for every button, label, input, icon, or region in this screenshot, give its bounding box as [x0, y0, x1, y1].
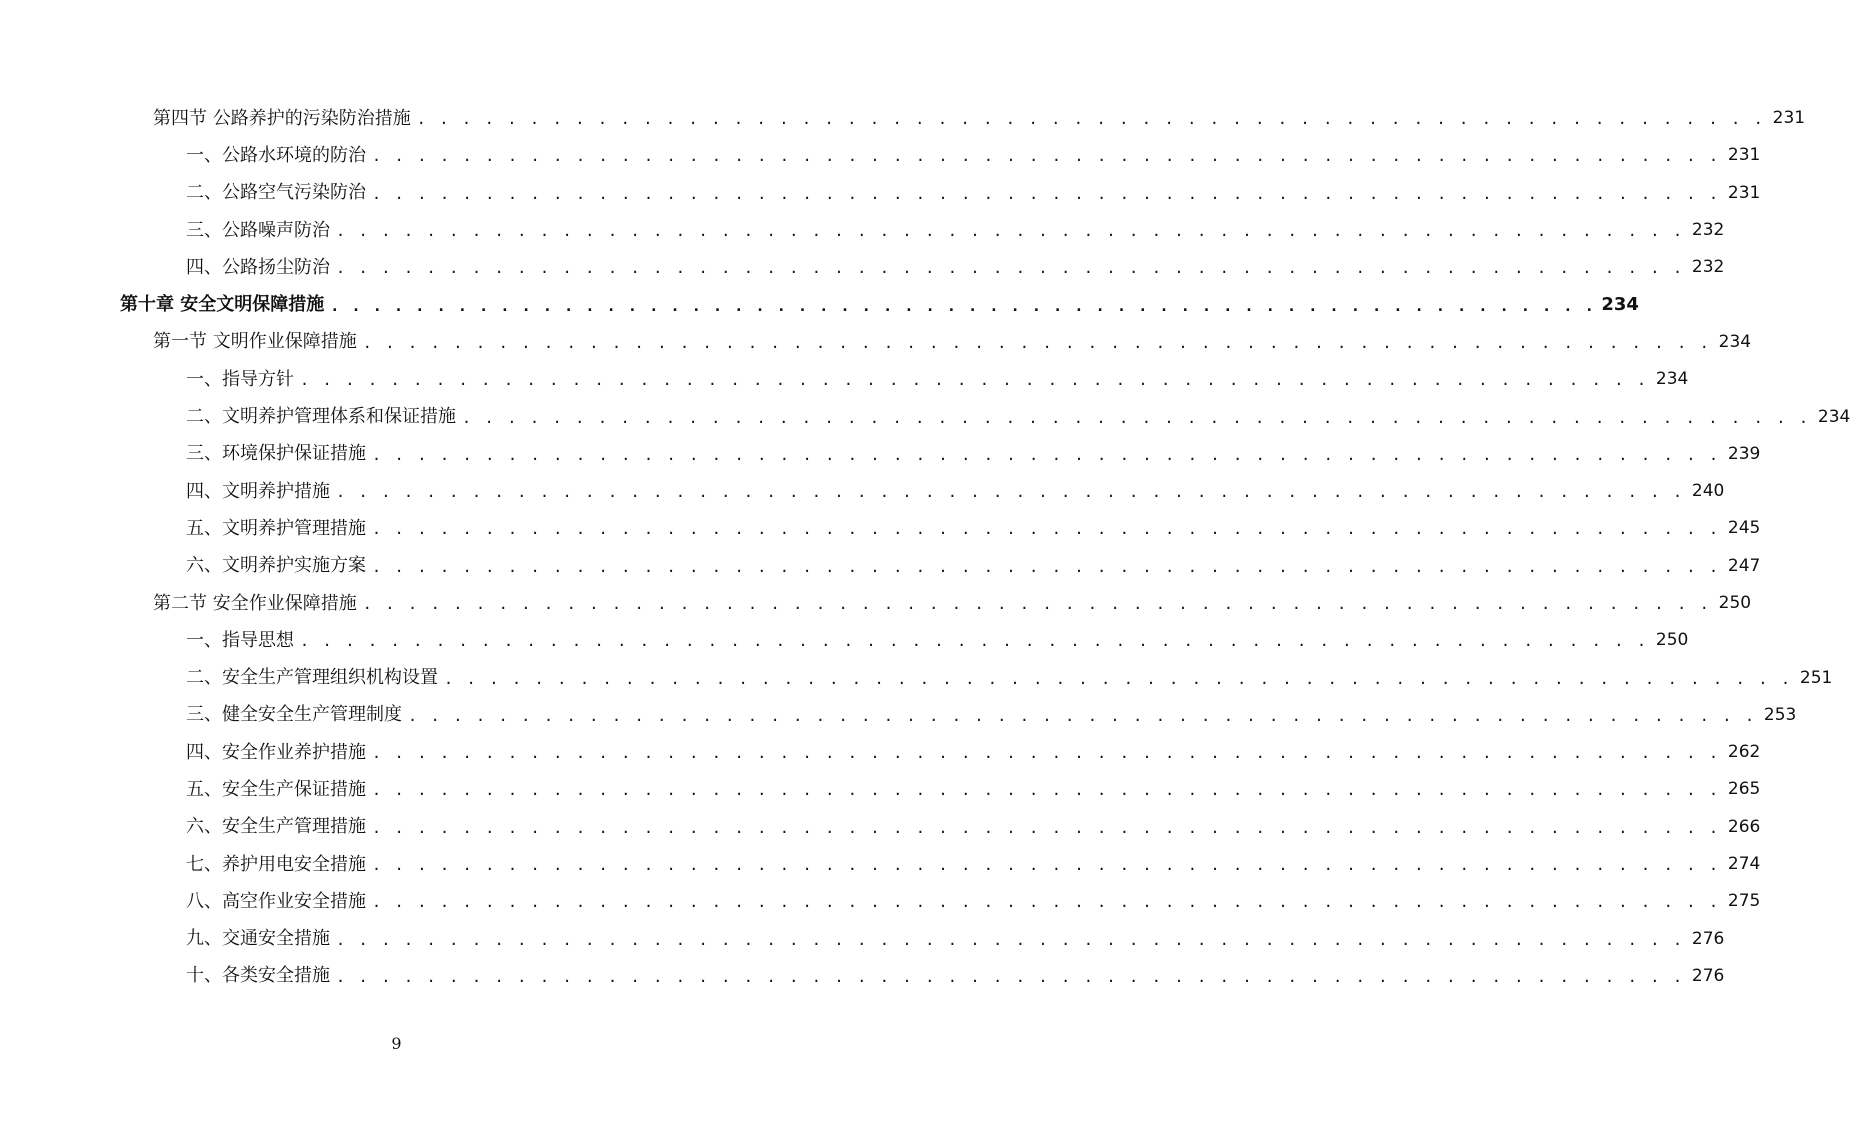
toc-entry-title: 六、安全生产管理措施	[186, 816, 366, 838]
toc-entry-title: 四、文明养护措施	[186, 480, 330, 502]
toc-dot-leader: . . . . . . . . . . . . . . . . . . . . . . . . . . . . . . . . . . . . . . . . . . . . . . . . . . . . . . . . . . . .	[336, 483, 1685, 502]
toc-entry-title: 三、环境保护保证措施	[186, 443, 366, 465]
toc-entry-title: 五、安全生产保证措施	[186, 778, 366, 800]
toc-dot-leader: . . . . . . . . . . . . . . . . . . . . . . . . . . . . . . . . . . . . . . . . . . . . . . . . . . . . . . . . . . . .	[372, 781, 1721, 800]
toc-entry-chapter[interactable]	[0, 286, 1639, 323]
toc-dot-leader: . . . . . . . . . . . . . . . . . . . . . . . . . . . . . . . . . . . . . . . . . . . . . . . . . . . . . . . . . . . .	[362, 595, 1712, 613]
toc-dot-leader: . . . . . . . . . . . . . . . . . . . . . . . . . . . . . . . . . . . . . . . . . . . . . . . . . . . . . . . . . . . .	[416, 110, 1766, 129]
toc-dot-leader: . . . . . . . . . . . . . . . . . . . . . . . . . . . . . . . . . . . . . . . . . . . . . . . . . . . . . . . . . . . .	[372, 445, 1721, 464]
toc-entry-item[interactable]	[0, 734, 1761, 771]
toc-entry-item[interactable]	[0, 883, 1761, 920]
toc-entry-item[interactable]	[0, 921, 1725, 958]
toc-dot-leader: . . . . . . . . . . . . . . . . . . . . . . . . . . . . . . . . . . . . . . . . . . . . . . . . . . . . . . . . . . . .	[372, 184, 1721, 203]
table-of-contents	[0, 100, 1850, 995]
toc-dot-leader: . . . . . . . . . . . . . . . . . . . . . . . . . . . . . . . . . . . . . . . . . . . . . . . . . . . . . . . . . . . .	[372, 818, 1721, 837]
toc-dot-leader: . . . . . . . . . . . . . . . . . . . . . . . . . . . . . . . . . . . . . . . . . . . . . . . . . . . . . . . . . . . .	[372, 856, 1721, 875]
toc-entry-page: 234	[1817, 406, 1850, 427]
toc-entry-page: 274	[1727, 854, 1761, 875]
toc-entry-page: 234	[1655, 369, 1689, 390]
toc-entry-section[interactable]	[0, 100, 1806, 137]
toc-entry-title: 三、健全安全生产管理制度	[186, 704, 402, 726]
toc-entry-page: 276	[1691, 928, 1725, 949]
toc-entry-title: 十、各类安全措施	[186, 965, 330, 987]
toc-entry-page: 276	[1691, 965, 1725, 986]
toc-entry-item[interactable]	[0, 958, 1725, 995]
toc-entry-section[interactable]	[0, 585, 1752, 622]
toc-entry-title: 四、公路扬尘防治	[186, 256, 330, 278]
toc-entry-item[interactable]	[0, 510, 1761, 547]
toc-entry-title: 第二节 安全作业保障措施	[153, 592, 357, 614]
toc-entry-title: 第一节 文明作业保障措施	[153, 331, 357, 353]
toc-dot-leader: . . . . . . . . . . . . . . . . . . . . . . . . . . . . . . . . . . . . . . . . . . . . . . . . . . . . . . . . . . . .	[336, 930, 1685, 949]
toc-dot-leader: . . . . . . . . . . . . . . . . . . . . . . . . . . . . . . . . . . . . . . . . . . . . . . . . . . . . . . . . . . . .	[372, 147, 1721, 166]
toc-dot-leader: . . . . . . . . . . . . . . . . . . . . . . . . . . . . . . . . . . . . . . . . . . . . . . . . . . . . . . . . . . . .	[336, 222, 1685, 241]
toc-entry-item[interactable]	[0, 809, 1761, 846]
toc-entry-title: 四、安全作业养护措施	[186, 741, 366, 763]
toc-dot-leader: . . . . . . . . . . . . . . . . . . . . . . . . . . . . . . . . . . . . . . . . . . . . . . . . . . . . . . . . . . . .	[462, 408, 1811, 427]
toc-entry-page: 232	[1691, 257, 1725, 278]
toc-entry-title: 三、公路噪声防治	[186, 219, 330, 241]
toc-entry-page: 253	[1763, 704, 1797, 725]
toc-entry-title: 九、交通安全措施	[186, 928, 330, 950]
toc-dot-leader: . . . . . . . . . . . . . . . . . . . . . . . . . . . . . . . . . . . . . . . . . . . . . . . . . . . . . . . . . . . .	[362, 333, 1712, 352]
page-number: 9	[391, 1034, 402, 1053]
toc-dot-leader: . . . . . . . . . . . . . . . . . . . . . . . . . . . . . . . . . . . . . . . . . . . . . . . . . . . . . . . . . . . .	[372, 520, 1721, 539]
toc-dot-leader: . . . . . . . . . . . . . . . . . . . . . . . . . . . . . . . . . . . . . . . . . . . . . . . . . . . . . . . . . . . .	[336, 259, 1685, 278]
toc-entry-item[interactable]	[0, 548, 1761, 585]
toc-entry-page: 266	[1727, 816, 1761, 837]
toc-entry-title: 一、指导思想	[186, 629, 294, 651]
toc-dot-leader: . . . . . . . . . . . . . . . . . . . . . . . . . . . . . . . . . . . . . . . . . . . . . . . . . . . . . . . . . . . .	[372, 557, 1721, 576]
toc-entry-section[interactable]	[0, 324, 1752, 361]
toc-dot-leader: . . . . . . . . . . . . . . . . . . . . . . . . . . . . . . . . . . . . . . . . . . . . . . . . . . . . . . . . . . . .	[372, 744, 1721, 763]
toc-dot-leader: . . . . . . . . . . . . . . . . . . . . . . . . . . . . . . . . . . . . . . . . . . . . . . . . . . . . . . . . . . . .	[300, 371, 1649, 390]
toc-entry-page: 262	[1727, 742, 1761, 763]
toc-entry-item[interactable]	[0, 846, 1761, 883]
toc-entry-page: 231	[1727, 182, 1761, 203]
toc-entry-page: 247	[1727, 555, 1761, 576]
toc-entry-title: 一、指导方针	[186, 368, 294, 390]
toc-entry-page: 265	[1727, 779, 1761, 800]
toc-entry-item[interactable]	[0, 175, 1761, 212]
toc-dot-leader: . . . . . . . . . . . . . . . . . . . . . . . . . . . . . . . . . . . . . . . . . . . . . . . . . . . . . . . . . . . .	[300, 632, 1649, 651]
toc-entry-title: 二、安全生产管理组织机构设置	[186, 667, 438, 689]
toc-entry-page: 250	[1655, 630, 1689, 651]
toc-entry-page: 275	[1727, 891, 1761, 912]
toc-entry-title: 第十章 安全文明保障措施	[120, 294, 325, 316]
toc-entry-item[interactable]	[0, 398, 1850, 435]
toc-entry-title: 八、高空作业安全措施	[186, 890, 366, 912]
toc-entry-item[interactable]	[0, 361, 1689, 398]
toc-entry-page: 251	[1799, 667, 1833, 688]
toc-entry-page: 231	[1727, 145, 1761, 166]
toc-entry-item[interactable]	[0, 697, 1797, 734]
toc-entry-title: 二、公路空气污染防治	[186, 182, 366, 204]
toc-entry-item[interactable]	[0, 659, 1833, 696]
toc-entry-page: 234	[1718, 331, 1752, 352]
toc-entry-title: 第四节 公路养护的污染防治措施	[153, 107, 411, 129]
toc-entry-page: 245	[1727, 518, 1761, 539]
toc-entry-page: 250	[1718, 593, 1752, 613]
toc-dot-leader: . . . . . . . . . . . . . . . . . . . . . . . . . . . . . . . . . . . . . . . . . . . . . . . . . . . . . . . . . . . .	[330, 296, 1596, 315]
toc-dot-leader: . . . . . . . . . . . . . . . . . . . . . . . . . . . . . . . . . . . . . . . . . . . . . . . . . . . . . . . . . . . .	[372, 893, 1721, 912]
toc-entry-item[interactable]	[0, 436, 1761, 473]
toc-entry-title: 六、文明养护实施方案	[186, 555, 366, 577]
toc-entry-title: 二、文明养护管理体系和保证措施	[186, 406, 456, 428]
toc-entry-item[interactable]	[0, 137, 1761, 174]
toc-entry-page: 231	[1772, 108, 1806, 129]
toc-entry-page: 234	[1601, 294, 1639, 316]
toc-entry-page: 240	[1691, 481, 1725, 502]
toc-dot-leader: . . . . . . . . . . . . . . . . . . . . . . . . . . . . . . . . . . . . . . . . . . . . . . . . . . . . . . . . . . . .	[336, 967, 1685, 986]
toc-entry-item[interactable]	[0, 622, 1689, 659]
toc-entry-page: 239	[1727, 443, 1761, 464]
toc-entry-item[interactable]	[0, 771, 1761, 808]
toc-entry-page: 232	[1691, 220, 1725, 241]
toc-entry-title: 七、养护用电安全措施	[186, 853, 366, 875]
toc-entry-title: 五、文明养护管理措施	[186, 517, 366, 539]
toc-entry-item[interactable]	[0, 212, 1725, 249]
toc-dot-leader: . . . . . . . . . . . . . . . . . . . . . . . . . . . . . . . . . . . . . . . . . . . . . . . . . . . . . . . . . . . .	[444, 669, 1793, 688]
toc-entry-title: 一、公路水环境的防治	[186, 144, 366, 166]
toc-entry-item[interactable]	[0, 473, 1725, 510]
toc-entry-item[interactable]	[0, 249, 1725, 286]
toc-dot-leader: . . . . . . . . . . . . . . . . . . . . . . . . . . . . . . . . . . . . . . . . . . . . . . . . . . . . . . . . . . . .	[408, 706, 1757, 725]
